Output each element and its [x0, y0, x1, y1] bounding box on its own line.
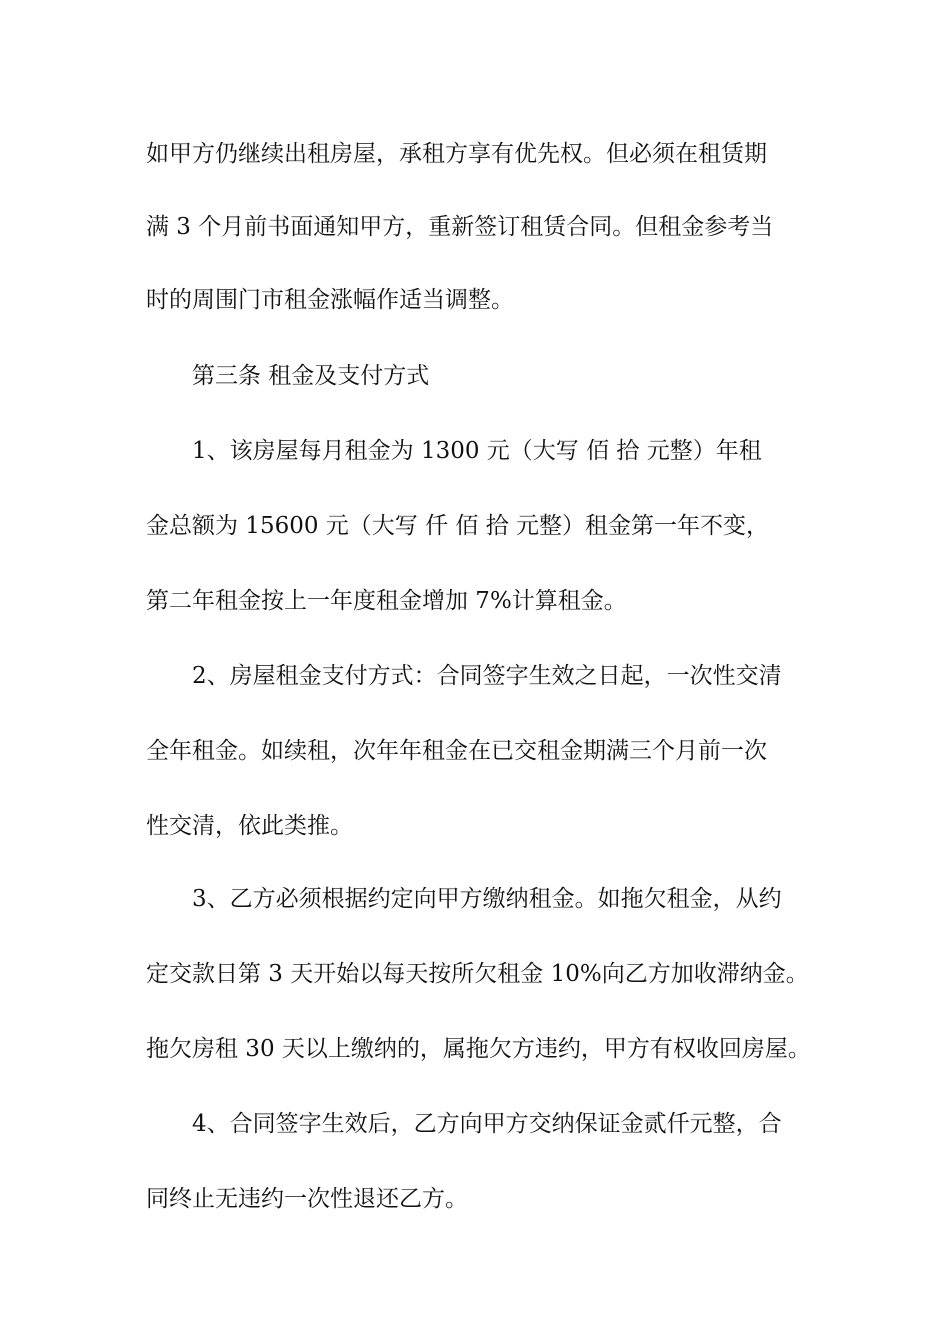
paragraph-line: 1、该房屋每月租金为 1300 元（大写 佰 拾 元整）年租: [192, 438, 762, 464]
paragraph-line: 第二年租金按上一年度租金增加 7%计算租金。: [146, 588, 627, 614]
paragraph-line: 时的周围门市租金涨幅作适当调整。: [146, 287, 514, 313]
paragraph-line: 4、合同签字生效后，乙方向甲方交纳保证金贰仟元整，合: [192, 1111, 782, 1137]
paragraph-line: 2、房屋租金支付方式：合同签字生效之日起，一次性交清: [192, 663, 782, 689]
paragraph-line: 金总额为 15600 元（大写 仟 佰 拾 元整）租金第一年不变，: [146, 513, 770, 539]
paragraph-line: 满 3 个月前书面通知甲方，重新签订租赁合同。但租金参考当: [146, 214, 774, 240]
paragraph-line: 3、乙方必须根据约定向甲方缴纳租金。如拖欠租金，从约: [192, 886, 782, 912]
paragraph-line: 全年租金。如续租，次年年租金在已交租金期满三个月前一次: [146, 738, 767, 764]
paragraph-line: 性交清，依此类推。: [146, 813, 353, 839]
paragraph-line: 同终止无违约一次性退还乙方。: [146, 1186, 468, 1212]
paragraph-line: 拖欠房租 30 天以上缴纳的，属拖欠方违约，甲方有权收回房屋。: [146, 1036, 811, 1062]
paragraph-line: 如甲方仍继续出租房屋，承租方享有优先权。但必须在租赁期: [146, 141, 767, 167]
section-heading: 第三条 租金及支付方式: [192, 363, 430, 389]
paragraph-line: 定交款日第 3 天开始以每天按所欠租金 10%向乙方加收滞纳金。: [146, 961, 809, 987]
